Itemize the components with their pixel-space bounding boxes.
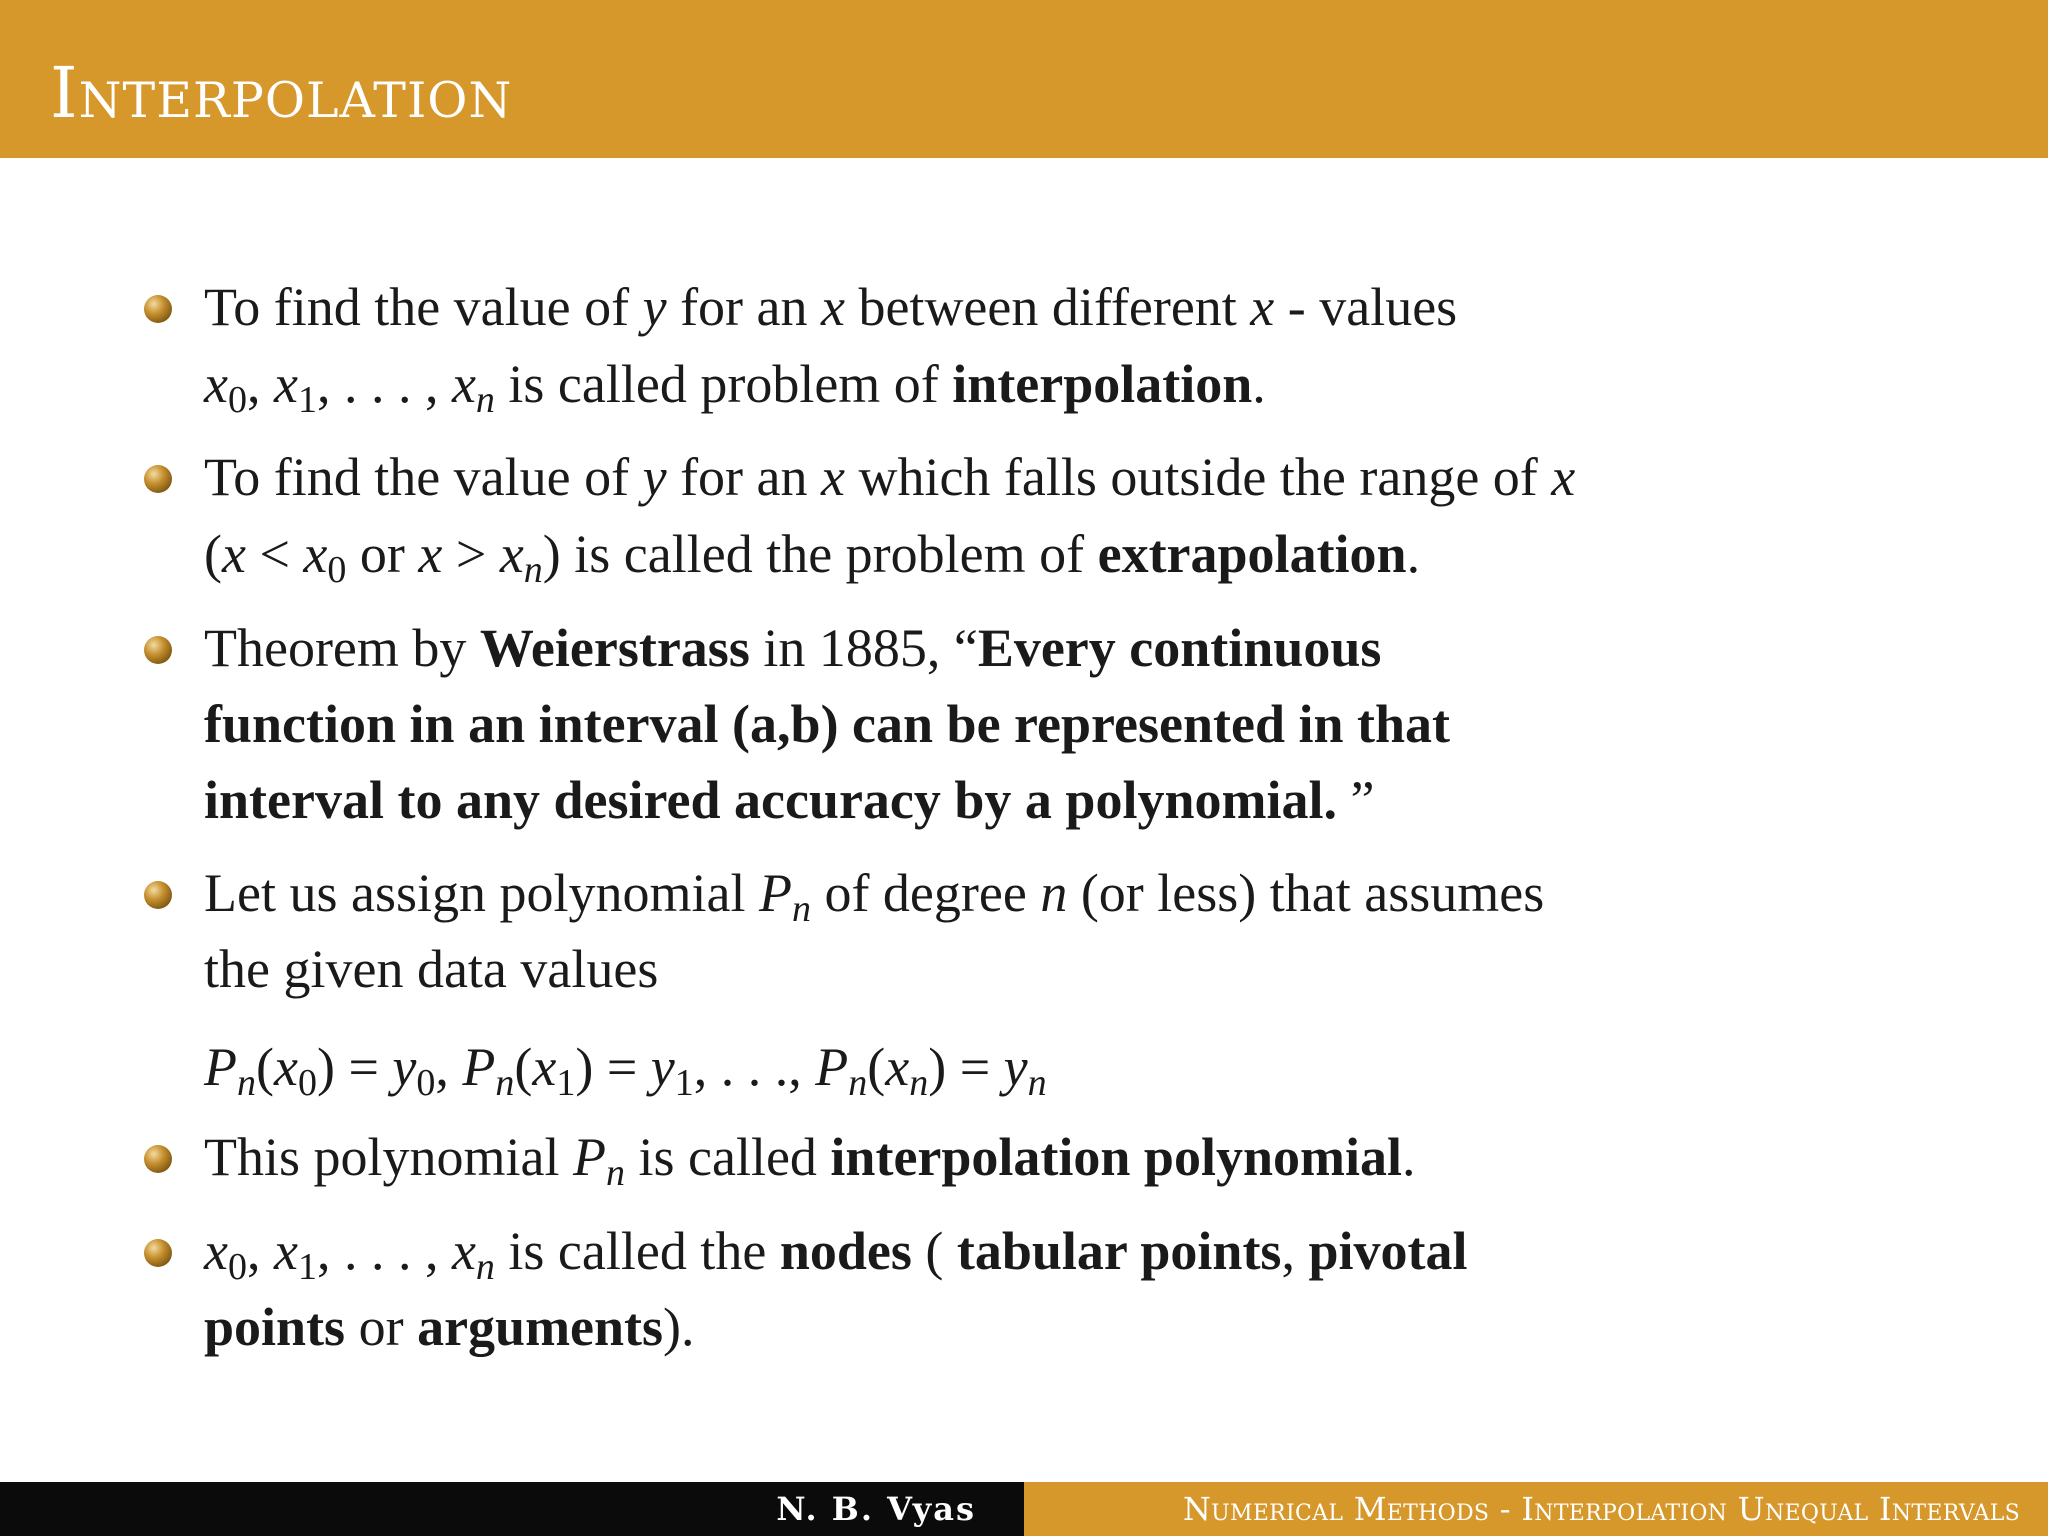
math-subscript: n: [605, 1152, 625, 1194]
math-subscript: 1: [297, 379, 317, 421]
bullet-line: [204, 272, 1457, 342]
bullet-line: [204, 613, 1381, 683]
bold-term: nodes: [779, 1221, 912, 1281]
math-op: =: [593, 1037, 651, 1097]
math-var: n: [1040, 863, 1068, 923]
math-op: >: [442, 524, 500, 584]
header-bar: [0, 0, 2048, 158]
math-var: x: [532, 1037, 557, 1097]
math-subscript: n: [475, 379, 495, 421]
text: ”: [1336, 770, 1375, 830]
text: or: [345, 1297, 418, 1357]
math-subscript: 0: [297, 1062, 317, 1104]
bullet-line: [204, 934, 658, 1004]
equation-line: [204, 1032, 1047, 1102]
math-var: x: [273, 1037, 298, 1097]
bold-term: points: [204, 1297, 346, 1357]
math-var: x: [451, 1221, 476, 1281]
text: (: [911, 1221, 957, 1281]
text: which falls outside the range of: [844, 447, 1552, 507]
math-paren: (: [204, 524, 222, 584]
bullet-line: $x_0$, $x_1$, . . . , $x_n$ is called the nodes ( tabular points, pivotal: [204, 1221, 1468, 1288]
math-paren: ): [316, 1037, 335, 1097]
text: is called the problem of: [560, 524, 1098, 584]
bold-term: arguments: [417, 1297, 664, 1357]
math-subscript: n: [848, 1062, 868, 1104]
bold-term: interval to any desired accuracy by a polynomial.: [204, 770, 1337, 830]
math-var: x: [499, 524, 524, 584]
text: .: [1406, 524, 1421, 584]
text: Theorem by: [204, 618, 480, 678]
math-subscript: 0: [327, 549, 347, 591]
math-var: x: [885, 1037, 910, 1097]
math-var: y: [392, 1037, 417, 1097]
bold-term: Weierstrass: [479, 618, 750, 678]
math-var: y: [1003, 1037, 1028, 1097]
bullet-ball-icon: [144, 636, 172, 664]
math-subscript: n: [909, 1062, 929, 1104]
math-var: y: [642, 447, 667, 507]
bullet-line: [204, 519, 1420, 589]
bullet-line: [204, 1122, 1415, 1192]
math-var: x: [1551, 447, 1576, 507]
math-var: x: [1250, 277, 1275, 337]
math-var: x: [303, 524, 328, 584]
math-subscript: n: [791, 888, 811, 930]
bullet-line: $x_0$, $x_1$, . . . , $x_n$ is called problem of interpolation.: [204, 354, 1266, 421]
text: - values: [1274, 277, 1458, 337]
bullet-ball-icon: [144, 1145, 172, 1173]
text: ).: [663, 1297, 695, 1357]
math-subscript: 0: [416, 1062, 436, 1104]
math-var: P: [572, 1127, 606, 1187]
text: in 1885, “: [749, 618, 978, 678]
text: the given data values: [204, 939, 659, 999]
math-ellipsis: , . . . ,: [316, 1221, 452, 1281]
math-op: <: [245, 524, 304, 584]
bold-term: extrapolation: [1097, 524, 1407, 584]
math-paren: ): [575, 1037, 594, 1097]
text: of degree: [810, 863, 1041, 923]
math-punct: ,: [693, 1037, 721, 1097]
math-var: x: [221, 524, 246, 584]
footer-author-panel: [0, 1482, 1024, 1536]
math-subscript: n: [1027, 1062, 1047, 1104]
math-var: y: [650, 1037, 675, 1097]
text: This polynomial: [204, 1127, 573, 1187]
math-var: x: [451, 354, 476, 414]
text: To find the value of: [204, 447, 643, 507]
footer-presentation-title: Numerical Methods - Interpolation Unequal Intervals: [1182, 1490, 2020, 1528]
math-var: P: [815, 1037, 849, 1097]
bold-term: Every continuous: [977, 618, 1382, 678]
text: is called problem of: [494, 354, 953, 414]
math-subscript: n: [475, 1246, 495, 1288]
footer-bar: [0, 1482, 2048, 1536]
math-subscript: 0: [227, 379, 247, 421]
bold-term: function in an interval (a,b) can be represented in that: [204, 694, 1451, 754]
math-var: y: [642, 277, 667, 337]
text: for an: [666, 447, 821, 507]
math-subscript: 1: [674, 1062, 694, 1104]
bold-term: pivotal: [1308, 1221, 1468, 1281]
bullet-ball-icon: [144, 881, 172, 909]
math-var: x: [821, 277, 845, 337]
bullet-line: [204, 689, 1450, 759]
math-var: P: [758, 863, 792, 923]
bullet-ball-icon: [144, 465, 172, 493]
math-paren: ): [928, 1037, 947, 1097]
math-var: x: [273, 354, 298, 414]
text: or: [346, 524, 419, 584]
text: .: [1401, 1127, 1416, 1187]
text: .: [1252, 354, 1266, 414]
math-var: x: [273, 1221, 298, 1281]
page-title: Interpolation: [50, 52, 513, 134]
text: (or less) that assumes: [1067, 863, 1545, 923]
math-subscript: 0: [227, 1246, 247, 1288]
footer-author: N. B. Vyas: [776, 1490, 976, 1528]
bullet-line: [204, 765, 1374, 835]
math-var: x: [204, 354, 228, 414]
math-subscript: n: [237, 1062, 256, 1104]
bullet-ball-icon: [144, 1239, 172, 1267]
bullet-ball-icon: [144, 295, 172, 323]
math-subscript: n: [495, 1062, 515, 1104]
math-op: =: [334, 1037, 393, 1097]
text: To find the value of: [204, 277, 643, 337]
bold-term: tabular points: [956, 1221, 1282, 1281]
bullet-line: [204, 858, 1544, 928]
math-paren: (: [867, 1037, 886, 1097]
math-ellipsis: . . .,: [720, 1037, 802, 1097]
bullet-line: [204, 1292, 695, 1362]
text: ,: [1281, 1221, 1309, 1281]
footer-title-panel: [1024, 1482, 2048, 1536]
text: is called: [624, 1127, 831, 1187]
math-ellipsis: , . . . ,: [316, 354, 452, 414]
math-paren: (: [256, 1037, 274, 1097]
math-subscript: 1: [297, 1246, 317, 1288]
math-var: x: [204, 1221, 228, 1281]
math-op: =: [946, 1037, 1004, 1097]
math-punct: ,: [435, 1037, 463, 1097]
text: is called the: [494, 1221, 780, 1281]
text: between different: [844, 277, 1251, 337]
math-paren: (: [514, 1037, 533, 1097]
math-paren: ): [542, 524, 561, 584]
math-var: x: [418, 524, 443, 584]
bold-term: interpolation: [952, 354, 1253, 414]
math-var: P: [204, 1037, 237, 1097]
text: Let us assign polynomial: [204, 863, 759, 923]
bold-term: interpolation polynomial: [830, 1127, 1402, 1187]
math-var: P: [462, 1037, 496, 1097]
math-subscript: n: [523, 549, 543, 591]
bullet-line: [204, 442, 1575, 512]
text: for an: [666, 277, 821, 337]
math-subscript: 1: [556, 1062, 576, 1104]
math-var: x: [821, 447, 845, 507]
